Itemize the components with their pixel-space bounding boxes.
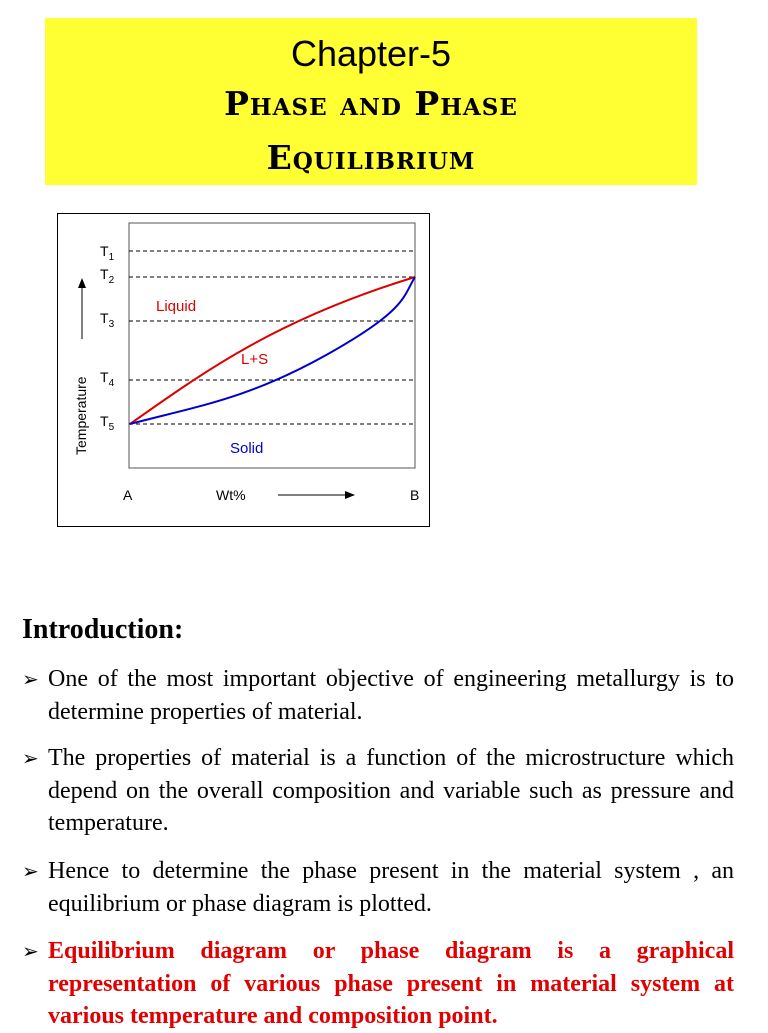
bullet-text: The properties of material is a function of the microstructure which depend on the overall composition and variable such as pressure and temperature. [48,745,734,836]
x-axis-label: Wt% [216,487,246,503]
title-line-2: Equilibrium [266,138,476,177]
bullet-text-highlighted: Equilibrium diagram or phase diagram is a graphical representation of various phase present in material system at various temperature and composition point. [48,938,734,1029]
t1-label: $T_1$ [100,243,115,263]
y-axis-arrow-head [78,278,86,288]
title-banner [45,18,697,185]
y-axis-label: Temperature [73,376,89,455]
bullet-item [22,935,734,1033]
arrow-bullet-icon: ➢ [22,746,39,770]
introduction-heading: Introduction: [22,614,184,645]
plot-frame [129,223,415,468]
t3-label: $T_3$ [100,310,115,330]
t2-label: $T_2$ [100,266,115,286]
title-line-1: Phase and Phase [224,84,518,123]
arrow-bullet-icon: ➢ [22,859,39,883]
t5-label: $T_5$ [100,413,115,433]
bullet-item [22,855,734,920]
x-axis-arrow-head [345,491,355,499]
phase-diagram-svg [58,214,429,526]
chapter-label: Chapter-5 [290,33,452,74]
arrow-bullet-icon: ➢ [22,667,39,691]
phase-diagram-figure [57,213,430,527]
bullet-text: Hence to determine the phase present in the material system , an equilibrium or phase diagram is plotted. [48,858,734,917]
bullet-item [22,663,734,728]
x-left-label: A [123,487,133,503]
two-phase-label: L+S [241,351,269,368]
solid-label: Solid [230,440,264,457]
t4-label: $T_4$ [100,369,115,389]
bullet-item [22,742,734,840]
liquid-label: Liquid [156,298,197,315]
arrow-bullet-icon: ➢ [22,939,39,963]
x-right-label: B [410,487,420,503]
bullet-text: One of the most important objective of engineering metallurgy is to determine properties of material. [48,666,734,725]
